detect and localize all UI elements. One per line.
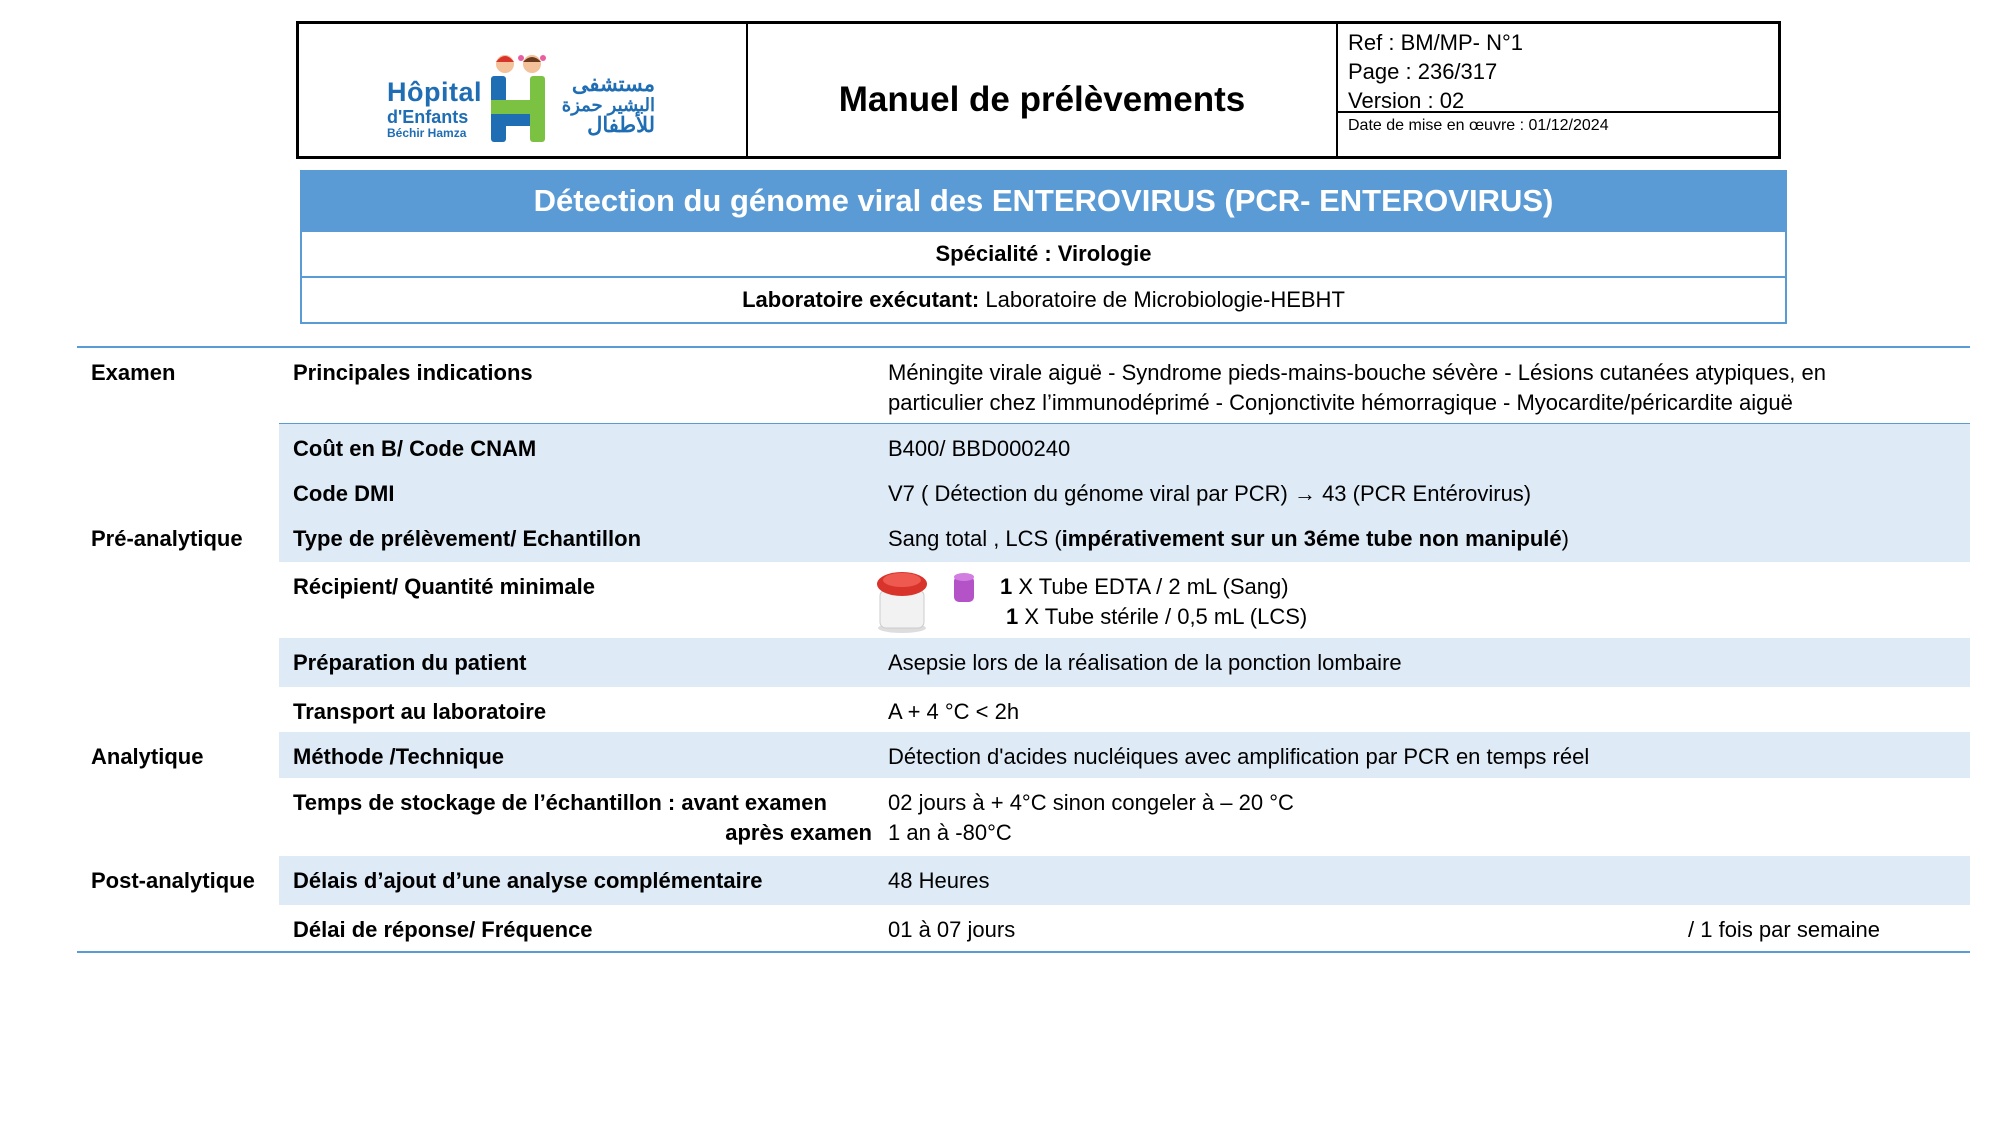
row-value: Détection d'acides nucléiques avec amplification par PCR en temps réel [872, 732, 1970, 778]
table-row [77, 856, 1970, 905]
document-version: Version : 02 [1348, 88, 1465, 113]
hospital-logo [299, 24, 748, 156]
specialite-row [302, 230, 1785, 276]
document-meta [1338, 24, 1778, 156]
table-row [77, 778, 1970, 856]
manual-title: Manuel de prélèvements [838, 80, 1246, 119]
row-value: 48 Heures [872, 856, 1970, 905]
table-row [77, 732, 1970, 778]
row-value: 02 jours à + 4°C sinon congeler à – 20 °C 1 an à -80°C [888, 790, 1294, 845]
row-value: B400/ BBD000240 [872, 424, 1970, 469]
row-value: Méningite virale aiguë - Syndrome pieds-mains-bouche sévère - Lésions cutanées atypiques, en particulier chez l’immunodéprimé - Conjonctivite hémorragique - Myocardite/péricardite aiguë [888, 360, 1826, 415]
table-row [77, 638, 1970, 687]
row-label: Transport au laboratoire [293, 699, 547, 724]
exam-title-box [300, 170, 1787, 324]
row-label: Principales indications [293, 360, 533, 385]
laboratoire-value: Laboratoire de Microbiologie-HEBHT [979, 287, 1345, 312]
row-label: Code DMI [279, 469, 872, 514]
row-value: Sang total , LCS (impérativement sur un 3éme tube non manipulé) [872, 514, 1970, 562]
manual-title-cell [748, 24, 1338, 156]
table-row [77, 687, 1970, 732]
hospital-h-logo-icon [485, 52, 553, 146]
document-page: Page : 236/317 [1348, 59, 1498, 84]
table-row [77, 905, 1970, 951]
section-analytique: Analytique [77, 732, 279, 778]
row-value: A + 4 °C < 2h [888, 699, 1020, 724]
row-value: 01 à 07 jours / 1 fois par semaine [872, 905, 1970, 951]
specialite-label: Spécialité : Virologie [935, 241, 1152, 266]
document-header [296, 21, 1781, 159]
logo-french-text: Hôpital d'Enfants Béchir Hamza [387, 77, 482, 140]
frequency-value: / 1 fois par semaine [1688, 917, 1880, 942]
row-label: Type de prélèvement/ Echantillon [279, 514, 872, 562]
laboratoire-row [302, 276, 1785, 322]
document-meta-top [1338, 24, 1778, 113]
row-label: Coût en B/ Code CNAM [279, 424, 872, 469]
document-ref: Ref : BM/MP- N°1 [1348, 30, 1524, 55]
container-line-sterile: 1 X Tube stérile / 0,5 mL (LCS) [1006, 604, 1308, 629]
row-label: Délais d’ajout d’une analyse complémentaire [279, 856, 872, 905]
table-row [77, 562, 1970, 638]
container-line-edta: 1 X Tube EDTA / 2 mL (Sang) [1000, 574, 1289, 599]
row-label: Méthode /Technique [279, 732, 872, 778]
section-post-analytique: Post-analytique [77, 856, 279, 905]
row-value: Asepsie lors de la réalisation de la ponction lombaire [872, 638, 1970, 687]
row-label: Temps de stockage de l’échantillon : avant examen après examen [293, 790, 872, 845]
table-row [77, 469, 1970, 514]
row-label: Délai de réponse/ Fréquence [293, 917, 593, 942]
table-row [77, 348, 1970, 424]
table-row [77, 424, 1970, 469]
laboratoire-label: Laboratoire exécutant: [742, 287, 980, 312]
row-label: Récipient/ Quantité minimale [293, 574, 595, 599]
sample-tubes-icon [872, 568, 992, 634]
row-value: V7 ( Détection du génome viral par PCR) → 43 (PCR Entérovirus) [872, 469, 1970, 514]
section-examen: Examen [77, 348, 279, 424]
section-pre-analytique: Pré-analytique [77, 514, 279, 562]
exam-title: Détection du génome viral des ENTEROVIRUS (PCR- ENTEROVIRUS) [302, 172, 1785, 230]
table-row [77, 514, 1970, 562]
document-date: Date de mise en œuvre : 01/12/2024 [1348, 117, 1609, 134]
row-label: Préparation du patient [279, 638, 872, 687]
logo-arabic-text: مستشفى البشير حمزة للأطفال [561, 73, 655, 137]
exam-details-table [77, 346, 1970, 953]
row-value [872, 562, 1970, 638]
